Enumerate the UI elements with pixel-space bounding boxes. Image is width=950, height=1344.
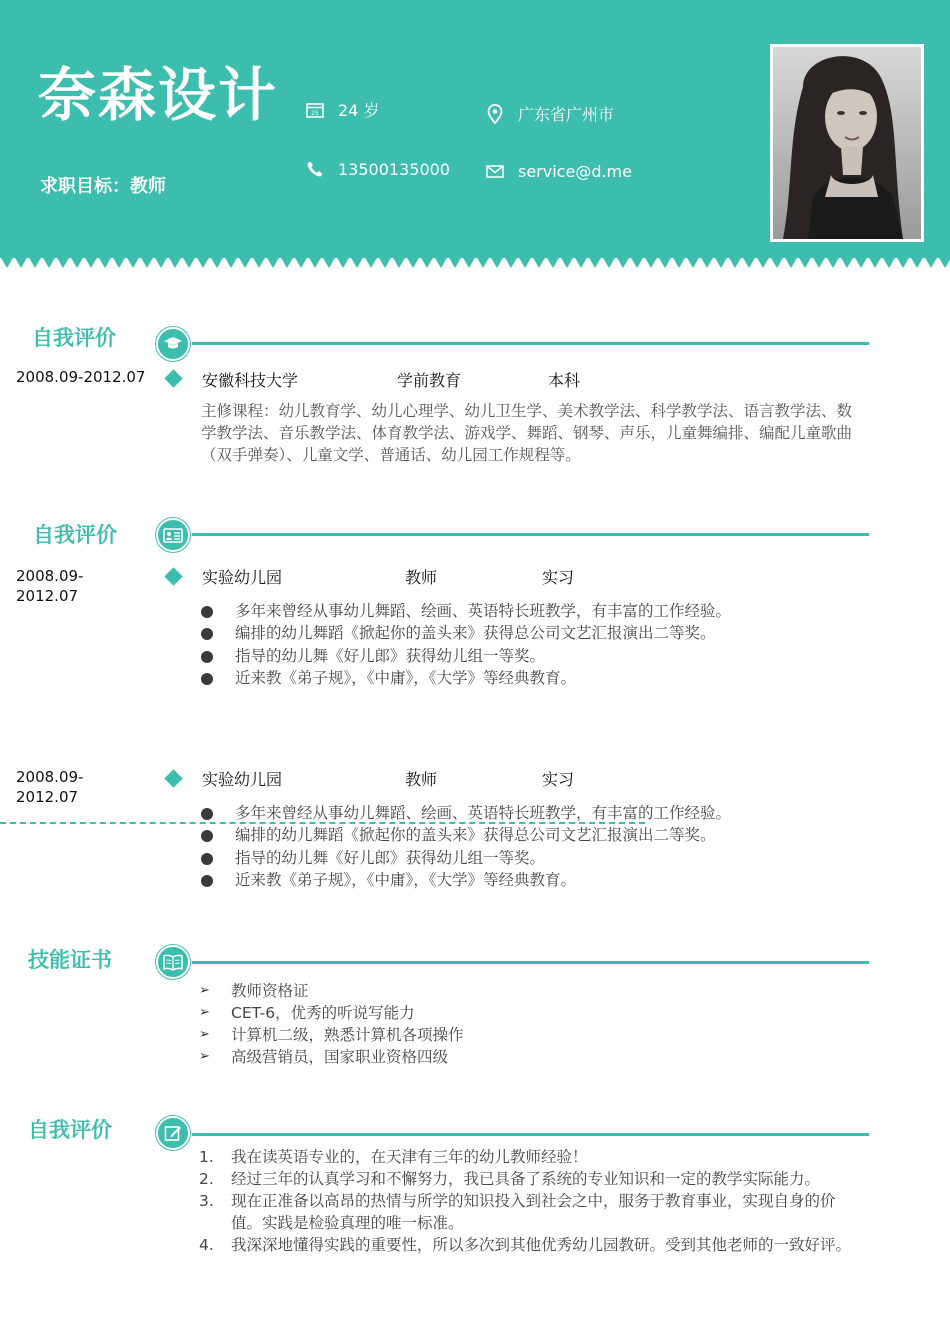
job-target [40,172,166,198]
item-text: 我深深地懂得实践的重要性，所以多次到其他优秀幼儿园教研。受到其他老师的一致好评。 [231,1236,852,1254]
list-item: 近来教《弟子规》，《中庸》，《大学》等经典教育。 [201,869,731,891]
item-text: 现在正准备以高昂的热情与所学的知识投入到社会之中，服务于教育事业，实现自身的价值。实践是检验真理的唯一标准。 [231,1192,836,1232]
zigzag-divider [0,256,950,270]
education-diamond-marker [164,369,182,387]
item-number: 4. [199,1236,214,1254]
book-icon [156,945,190,979]
phone-text: 13500135000 [338,159,450,179]
list-item [199,1168,861,1190]
list-item: 指导的幼儿舞《好儿郎》获得幼儿组一等奖。 [201,645,731,667]
experience-date-end: 2012.07 [16,788,79,806]
list-item [199,1046,464,1068]
education-degree: 本科 [548,371,581,390]
arrow-bullet-icon: ➢ [199,1005,210,1020]
self-eval-section-title: 自我评价 [28,1118,112,1142]
job-target-value: 教师 [130,176,166,197]
skill-text: CET-6，优秀的听说写能力 [231,1004,415,1022]
location-info [484,102,614,125]
list-item: 指导的幼儿舞《好儿郎》获得幼儿组一等奖。 [201,847,731,869]
page-break-dashed-line [0,822,645,824]
edit-icon [156,1116,190,1150]
skill-text: 高级营销员，国家职业资格四级 [231,1048,449,1066]
skills-section-title: 技能证书 [28,948,112,972]
item-number: 1. [199,1148,214,1166]
age-info [304,98,379,121]
item-text: 我在读英语专业的，在天津有三年的幼儿教师经验！ [231,1148,588,1166]
arrow-bullet-icon: ➢ [199,1027,210,1042]
experience-diamond-marker [164,567,182,585]
self-eval-list [199,1146,861,1256]
experience-section-rule [192,533,869,536]
experience-date-start: 2008.09- [16,768,84,786]
education-section-rule [192,342,869,345]
location-pin-icon [484,103,506,125]
list-item: 编排的幼儿舞蹈《掀起你的盖头来》获得总公司文艺汇报演出二等奖。 [201,824,731,846]
education-courses: 主修课程：幼儿教育学、幼儿心理学、幼儿卫生学、美术教学法、科学教学法、语言教学法、数学教学法、音乐教学法、体育教学法、游戏学、舞蹈、钢琴、声乐，儿童舞编排、编配儿童歌曲（双手弹奏）、儿童文学、普通话、幼儿园工作规程等。 [201,402,853,464]
experience-bullet-list [201,600,731,689]
skills-section-rule [192,961,869,964]
list-item: 多年来曾经从事幼儿舞蹈、绘画、英语特长班教学，有丰富的工作经验。 [201,600,731,622]
list-item [199,1234,861,1256]
arrow-bullet-icon: ➢ [199,983,210,998]
self-eval-section-rule [192,1133,869,1136]
id-card-icon [156,518,190,552]
education-section-title: 自我评价 [32,326,116,350]
experience-bullet-list [201,802,731,891]
item-number: 3. [199,1192,214,1210]
envelope-icon [484,160,506,182]
email-text: service@d.me [518,161,632,181]
list-item: 多年来曾经从事幼儿舞蹈、绘画、英语特长班教学，有丰富的工作经验。 [201,802,731,824]
location-text: 广东省广州市 [518,105,615,124]
list-item: 近来教《弟子规》，《中庸》，《大学》等经典教育。 [201,667,731,689]
item-number: 2. [199,1170,214,1188]
phone-info [304,158,450,180]
list-item [199,1190,861,1234]
experience-section-title: 自我评价 [33,523,117,547]
experience-date [16,566,83,606]
calendar-day: 25 [311,109,319,117]
job-target-label: 求职目标： [40,176,130,197]
experience-role: 教师 [405,568,438,587]
list-item [199,1024,464,1046]
age-text: 24 岁 [338,101,380,120]
experience-date [16,767,83,807]
experience-org: 实验幼儿园 [202,568,283,587]
education-school: 安徽科技大学 [202,371,299,390]
candidate-name: 奈森设计 [38,61,279,129]
skill-text: 计算机二级，熟悉计算机各项操作 [231,1026,464,1044]
email-info [484,160,632,182]
list-item: 编排的幼儿舞蹈《掀起你的盖头来》获得总公司文艺汇报演出二等奖。 [201,622,731,644]
list-item [199,1002,464,1024]
experience-type: 实习 [542,770,575,789]
skill-text: 教师资格证 [231,982,309,1000]
item-text: 经过三年的认真学习和不懈努力，我已具备了系统的专业知识和一定的教学实际能力。 [231,1170,821,1188]
experience-date-end: 2012.07 [16,587,79,605]
profile-photo [770,44,924,242]
list-item [199,1146,861,1168]
list-item [199,980,464,1002]
education-date: 2008.09-2012.07 [16,368,146,386]
experience-role: 教师 [405,770,438,789]
experience-org: 实验幼儿园 [202,770,283,789]
arrow-bullet-icon: ➢ [199,1049,210,1064]
phone-icon [304,158,326,180]
calendar-icon [304,99,326,121]
education-major: 学前教育 [397,371,462,390]
experience-type: 实习 [542,568,575,587]
skills-list [199,980,464,1068]
experience-date-start: 2008.09- [16,567,84,585]
experience-diamond-marker [164,769,182,787]
graduation-cap-icon [156,327,190,361]
